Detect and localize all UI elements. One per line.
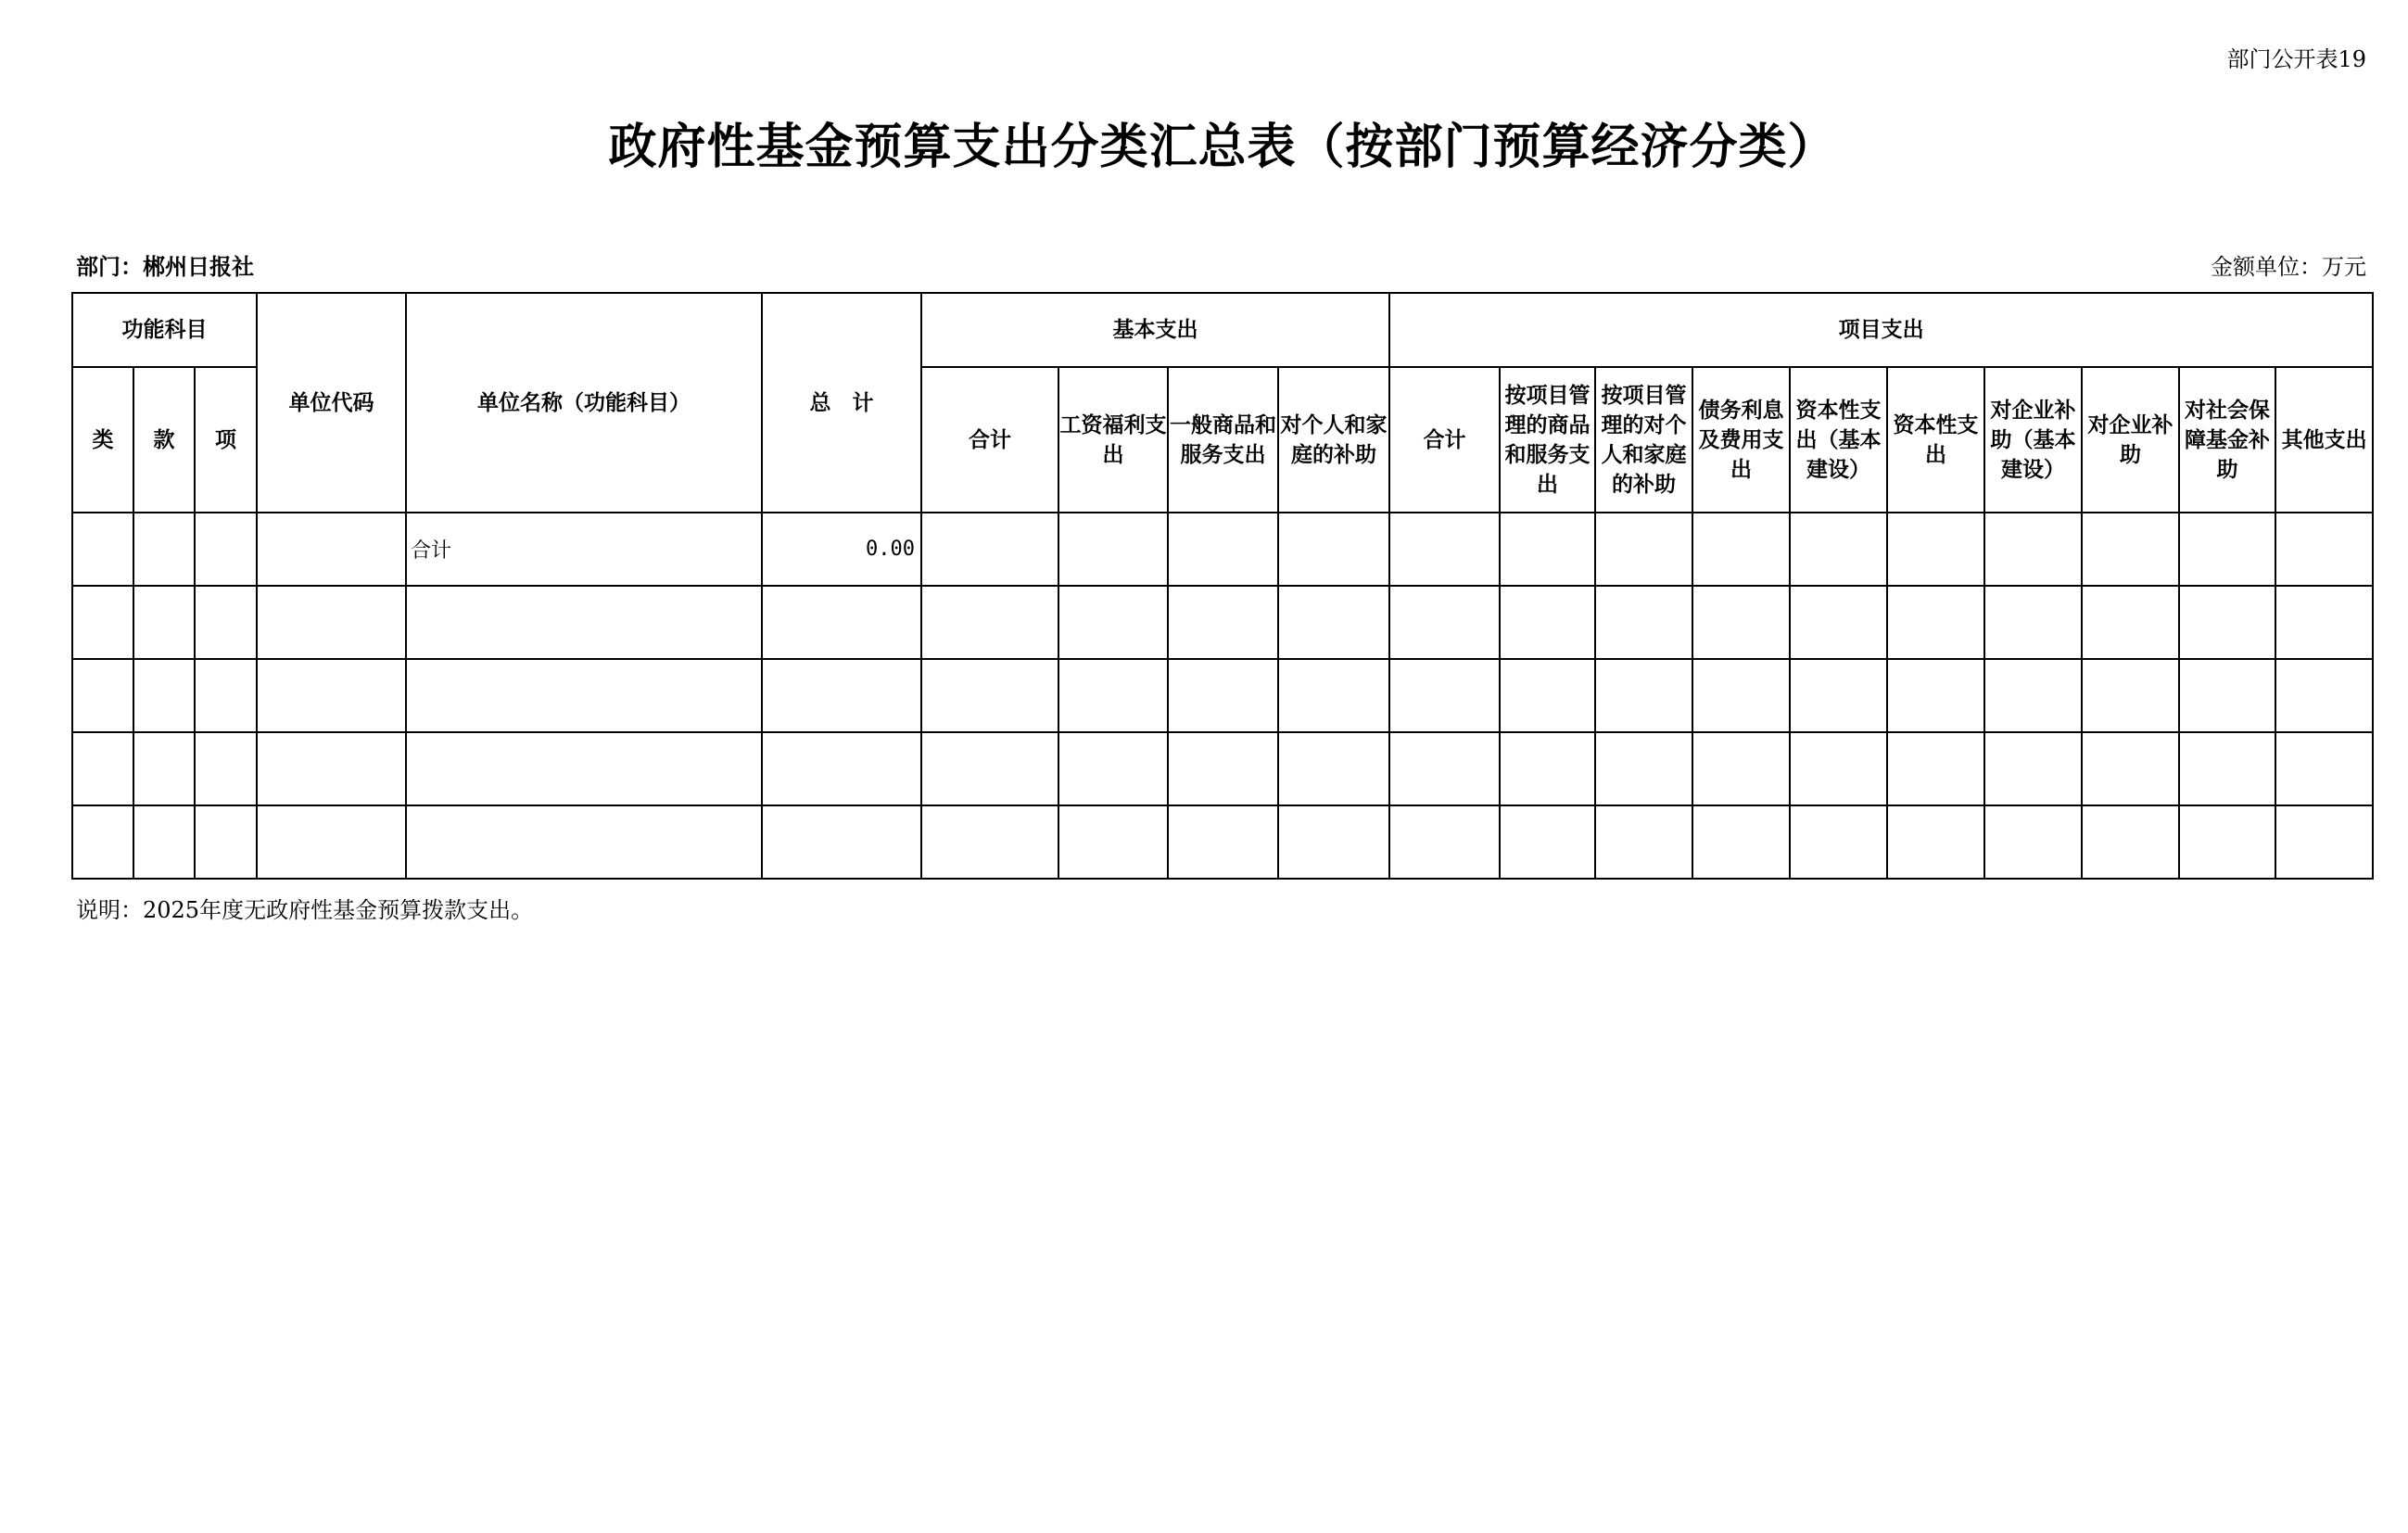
table-cell <box>72 659 133 732</box>
table-cell <box>2082 513 2179 586</box>
table-cell <box>1595 805 1692 879</box>
table-cell <box>1595 586 1692 659</box>
table-cell <box>1278 513 1389 586</box>
table-cell <box>1790 659 1887 732</box>
table-cell <box>133 805 195 879</box>
department-label: 部门：郴州日报社 <box>76 254 254 280</box>
table-body <box>72 513 2373 879</box>
table-cell <box>195 805 257 879</box>
header-project-debt-interest: 债务利息及费用支出 <box>1692 367 1790 513</box>
table-cell <box>1887 586 1984 659</box>
cell-total: 0.00 <box>762 513 921 586</box>
table-cell <box>2179 586 2275 659</box>
page-code: 部门公开表19 <box>2226 46 2366 72</box>
table-cell <box>921 805 1058 879</box>
header-project-other: 其他支出 <box>2275 367 2373 513</box>
header-project-household-subsidy: 按项目管理的对个人和家庭的补助 <box>1595 367 1692 513</box>
cell-total <box>762 805 921 879</box>
table-cell <box>1058 586 1168 659</box>
table-cell <box>1500 805 1595 879</box>
header-project-capital-construction: 资本性支出（基本建设） <box>1790 367 1887 513</box>
header-project-enterprise-construction: 对企业补助（基本建设） <box>1984 367 2082 513</box>
table-row <box>72 732 2373 805</box>
table-cell <box>72 586 133 659</box>
table-cell <box>1595 732 1692 805</box>
table-cell <box>1595 659 1692 732</box>
table-cell <box>1984 513 2082 586</box>
table-cell <box>1984 805 2082 879</box>
header-basic-wages: 工资福利支出 <box>1058 367 1168 513</box>
table-cell <box>2275 659 2373 732</box>
table-cell <box>2275 805 2373 879</box>
table-cell <box>2179 513 2275 586</box>
table-cell <box>921 732 1058 805</box>
table-cell <box>1595 513 1692 586</box>
table-cell <box>1168 805 1278 879</box>
header-unit-name: 单位名称（功能科目） <box>406 293 762 513</box>
table-cell <box>195 659 257 732</box>
table-cell <box>1790 513 1887 586</box>
table-cell <box>1278 732 1389 805</box>
cell-total <box>762 659 921 732</box>
header-unit-code: 单位代码 <box>257 293 406 513</box>
table-cell <box>921 513 1058 586</box>
header-project-social-security: 对社会保障基金补助 <box>2179 367 2275 513</box>
table-cell <box>1790 732 1887 805</box>
table-cell <box>1500 586 1595 659</box>
header-basic-household-subsidy: 对个人和家庭的补助 <box>1278 367 1389 513</box>
header-function-subject: 功能科目 <box>72 293 257 367</box>
table-cell <box>921 586 1058 659</box>
table-cell <box>1278 586 1389 659</box>
table-cell <box>133 732 195 805</box>
table-cell <box>1058 732 1168 805</box>
table-cell <box>2275 586 2373 659</box>
table-cell <box>1058 659 1168 732</box>
table-cell <box>1168 659 1278 732</box>
table-cell <box>1278 659 1389 732</box>
table-cell <box>1984 732 2082 805</box>
table-cell <box>195 513 257 586</box>
header-basic-subtotal: 合计 <box>921 367 1058 513</box>
header-project-subtotal: 合计 <box>1389 367 1500 513</box>
table-cell <box>2082 732 2179 805</box>
table-cell <box>2275 732 2373 805</box>
table-cell <box>1887 732 1984 805</box>
table-cell <box>1887 659 1984 732</box>
table-cell <box>1389 586 1500 659</box>
table-cell <box>195 732 257 805</box>
table-cell <box>1168 732 1278 805</box>
header-total: 总 计 <box>762 293 921 513</box>
table-cell <box>1790 586 1887 659</box>
amount-unit-label: 金额单位：万元 <box>2211 254 2366 280</box>
table-cell <box>2082 659 2179 732</box>
table-cell <box>1984 659 2082 732</box>
table-cell <box>2179 805 2275 879</box>
table-cell <box>1278 805 1389 879</box>
table-cell <box>257 805 406 879</box>
table-cell <box>1692 659 1790 732</box>
table-cell <box>1500 732 1595 805</box>
cell-total <box>762 586 921 659</box>
page-title: 政府性基金预算支出分类汇总表（按部门预算经济分类） <box>608 120 1837 175</box>
table-cell <box>133 586 195 659</box>
header-kuan: 款 <box>133 367 195 513</box>
header-project-goods-services: 按项目管理的商品和服务支出 <box>1500 367 1595 513</box>
table-cell <box>1887 805 1984 879</box>
table-cell <box>133 659 195 732</box>
table-cell <box>257 732 406 805</box>
table-row <box>72 659 2373 732</box>
table-cell <box>1168 513 1278 586</box>
table-cell <box>1058 513 1168 586</box>
cell-total <box>762 732 921 805</box>
table-cell <box>195 586 257 659</box>
table-cell <box>1790 805 1887 879</box>
table-row <box>72 513 2373 586</box>
table-cell <box>1692 732 1790 805</box>
table-row <box>72 586 2373 659</box>
table-cell <box>1692 805 1790 879</box>
table-cell <box>257 586 406 659</box>
cell-unit-name <box>406 805 762 879</box>
table-cell <box>133 513 195 586</box>
header-project-expenditure: 项目支出 <box>1389 293 2373 367</box>
table-cell <box>257 659 406 732</box>
footnote: 说明：2025年度无政府性基金预算拨款支出。 <box>76 897 534 923</box>
table-cell <box>1389 513 1500 586</box>
header-basic-expenditure: 基本支出 <box>921 293 1389 367</box>
table-cell <box>1500 513 1595 586</box>
budget-table <box>71 292 2374 880</box>
header-project-enterprise-subsidy: 对企业补助 <box>2082 367 2179 513</box>
cell-unit-name <box>406 586 762 659</box>
table-cell <box>257 513 406 586</box>
table-cell <box>72 805 133 879</box>
table-cell <box>2082 586 2179 659</box>
cell-unit-name <box>406 732 762 805</box>
table-cell <box>1389 805 1500 879</box>
header-xiang: 项 <box>195 367 257 513</box>
table-row <box>72 805 2373 879</box>
table-cell <box>1984 586 2082 659</box>
cell-unit-name <box>406 659 762 732</box>
table-cell <box>2179 732 2275 805</box>
table-cell <box>1500 659 1595 732</box>
table-cell <box>1168 586 1278 659</box>
table-cell <box>1887 513 1984 586</box>
table-cell <box>2179 659 2275 732</box>
table-cell <box>2082 805 2179 879</box>
table-cell <box>72 732 133 805</box>
table-cell <box>1058 805 1168 879</box>
header-lei: 类 <box>72 367 133 513</box>
header-project-capital: 资本性支出 <box>1887 367 1984 513</box>
table-cell <box>72 513 133 586</box>
table-cell <box>921 659 1058 732</box>
cell-unit-name: 合计 <box>406 513 762 586</box>
table-cell <box>1692 586 1790 659</box>
table-cell <box>1389 659 1500 732</box>
table-cell <box>2275 513 2373 586</box>
table-cell <box>1692 513 1790 586</box>
header-basic-goods-services: 一般商品和服务支出 <box>1168 367 1278 513</box>
table-cell <box>1389 732 1500 805</box>
